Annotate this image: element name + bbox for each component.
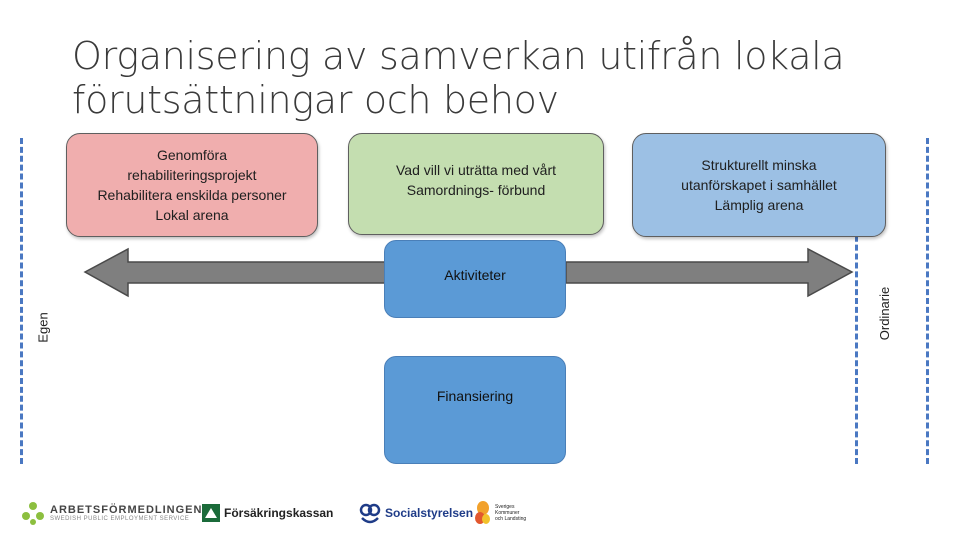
logo-arbetsformedlingen xyxy=(20,496,202,530)
financing-box xyxy=(384,356,566,464)
activities-box xyxy=(384,240,566,318)
box-goal xyxy=(348,133,604,235)
skl-line: och Landsting xyxy=(495,516,527,522)
box-right-line: Strukturellt minska xyxy=(701,157,817,173)
arbetsformedlingen-sub: SWEDISH PUBLIC EMPLOYMENT SERVICE xyxy=(50,516,190,522)
box-left-line: rehabiliteringsprojekt xyxy=(127,167,257,183)
box-right-line: utanförskapet i samhället xyxy=(681,177,837,193)
skl-line: Kommuner xyxy=(495,510,520,516)
logo-forsakringskassan xyxy=(202,496,333,530)
box-local-arena xyxy=(66,133,318,237)
page-title: Organisering av samverkan utifrån lokala förutsättningar och behov xyxy=(72,34,845,122)
arbetsformedlingen-name: ARBETSFÖRMEDLINGEN xyxy=(50,504,203,516)
logo-skl xyxy=(474,496,526,530)
right-arrow-shape xyxy=(566,249,852,296)
box-center-line: Samordnings- förbund xyxy=(406,182,546,198)
activities-label: Aktiviteter xyxy=(444,267,506,283)
socialstyrelsen-name: Socialstyrelsen xyxy=(385,506,474,520)
arbetsformedlingen-icon xyxy=(20,500,46,526)
box-left-line: Lokal arena xyxy=(155,207,229,223)
axis-left-label: Egen xyxy=(35,312,51,343)
skl-icon xyxy=(474,500,492,526)
left-arrow-shape xyxy=(85,249,386,296)
logo-socialstyrelsen xyxy=(358,496,473,530)
skl-line: Sveriges xyxy=(495,504,515,510)
forsakringskassan-icon xyxy=(202,504,220,522)
box-right-line: Lämplig arena xyxy=(714,197,804,213)
box-left-line: Genomföra xyxy=(156,147,228,163)
box-center-line: Vad vill vi uträtta med vårt xyxy=(395,162,557,178)
box-left-line: Rehabilitera enskilda personer xyxy=(97,187,287,203)
financing-label: Finansiering xyxy=(436,388,514,404)
box-structural xyxy=(632,133,886,237)
axis-right-label: Ordinarie xyxy=(877,286,893,341)
socialstyrelsen-icon xyxy=(358,502,382,524)
forsakringskassan-name: Försäkringskassan xyxy=(224,506,334,520)
